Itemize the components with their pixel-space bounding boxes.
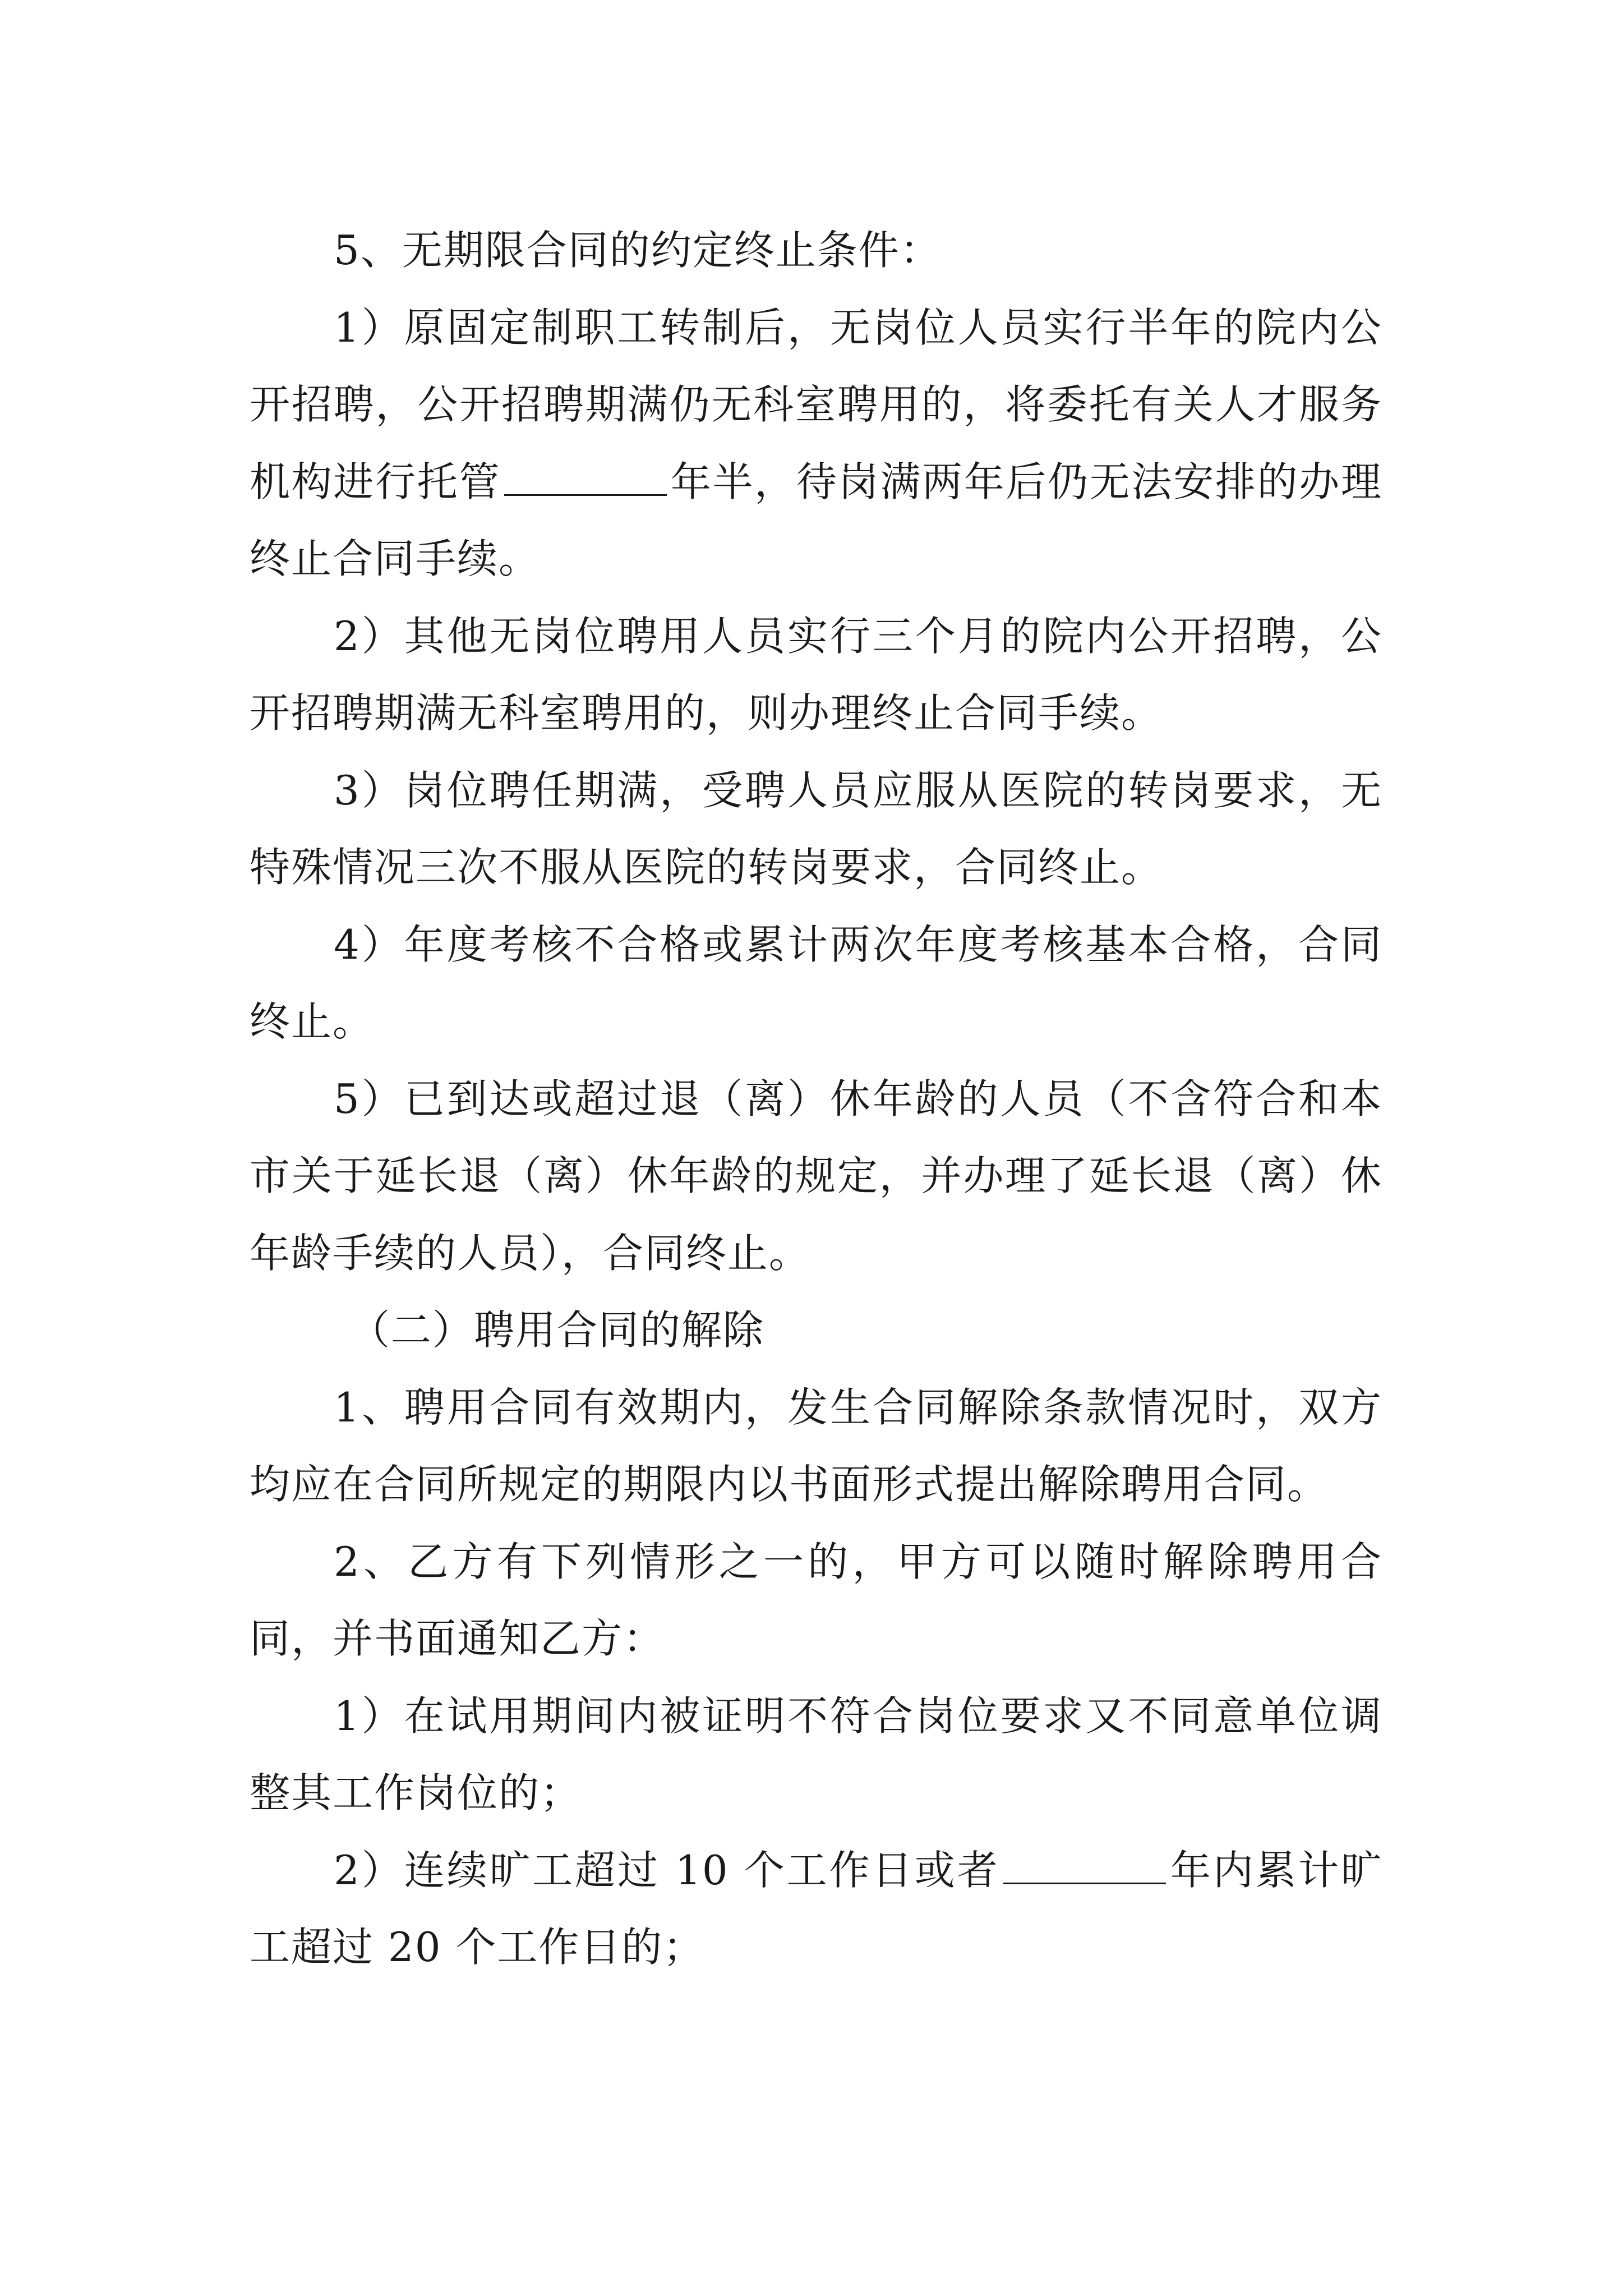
fill-in-blank	[504, 458, 667, 496]
paragraph-text-before-blank: 1）原固定制职工转制后，无岗位人员实行半年的院内公开招聘，公开招聘期满仍无科室聘用的，将委托有关人才服务机构进行托管	[250, 303, 1382, 505]
section-heading-contract-dissolution	[250, 1292, 1382, 1369]
clause-item-3-post-transfer	[250, 752, 1382, 907]
paragraph-text: （二）聘用合同的解除	[349, 1306, 765, 1354]
clause-item-1-transferred-staff	[250, 289, 1382, 598]
paragraph-text: 2）其他无岗位聘用人员实行三个月的院内公开招聘，公开招聘期满无科室聘用的，则办理终止合同手续。	[250, 612, 1382, 737]
clause-heading-indefinite-contract-termination	[250, 212, 1382, 289]
paragraph-text: 5、无期限合同的约定终止条件：	[334, 227, 942, 274]
clause-item-4-annual-assessment	[250, 907, 1382, 1061]
paragraph-text: 1）在试用期间内被证明不符合岗位要求又不同意单位调整其工作岗位的；	[250, 1692, 1382, 1816]
clause-dissolution-item-2-absenteeism	[250, 1832, 1382, 1986]
paragraph-text-after-blank: 年内累计旷工超过 20 个工作日的；	[250, 1846, 1382, 1971]
clause-item-5-retirement-age	[250, 1061, 1382, 1292]
clause-dissolution-1-written-notice	[250, 1369, 1382, 1524]
paragraph-text: 2、乙方有下列情形之一的，甲方可以随时解除聘用合同，并书面通知乙方：	[250, 1538, 1382, 1662]
paragraph-text: 4）年度考核不合格或累计两次年度考核基本合格，合同终止。	[250, 921, 1382, 1045]
paragraph-text-before-blank: 2）连续旷工超过 10 个工作日或者	[334, 1846, 1000, 1894]
clause-dissolution-2-employer-right	[250, 1524, 1382, 1678]
paragraph-text: 5）已到达或超过退（离）休年龄的人员（不含符合和本市关于延长退（离）休年龄的规定，并办理了延长退（离）休年龄手续的人员），合同终止。	[250, 1075, 1382, 1277]
fill-in-blank	[1003, 1847, 1166, 1884]
clause-item-2-other-staff	[250, 598, 1382, 752]
document-body	[250, 212, 1382, 1986]
paragraph-text-after-blank: 年半，待岗满两年后仍无法安排的办理终止合同手续。	[250, 458, 1382, 582]
paragraph-text: 1、聘用合同有效期内，发生合同解除条款情况时，双方均应在合同所规定的期限内以书面形式提出解除聘用合同。	[250, 1383, 1382, 1508]
paragraph-text: 3）岗位聘任期满，受聘人员应服从医院的转岗要求，无特殊情况三次不服从医院的转岗要求，合同终止。	[250, 766, 1382, 891]
clause-dissolution-item-1-probation	[250, 1678, 1382, 1832]
